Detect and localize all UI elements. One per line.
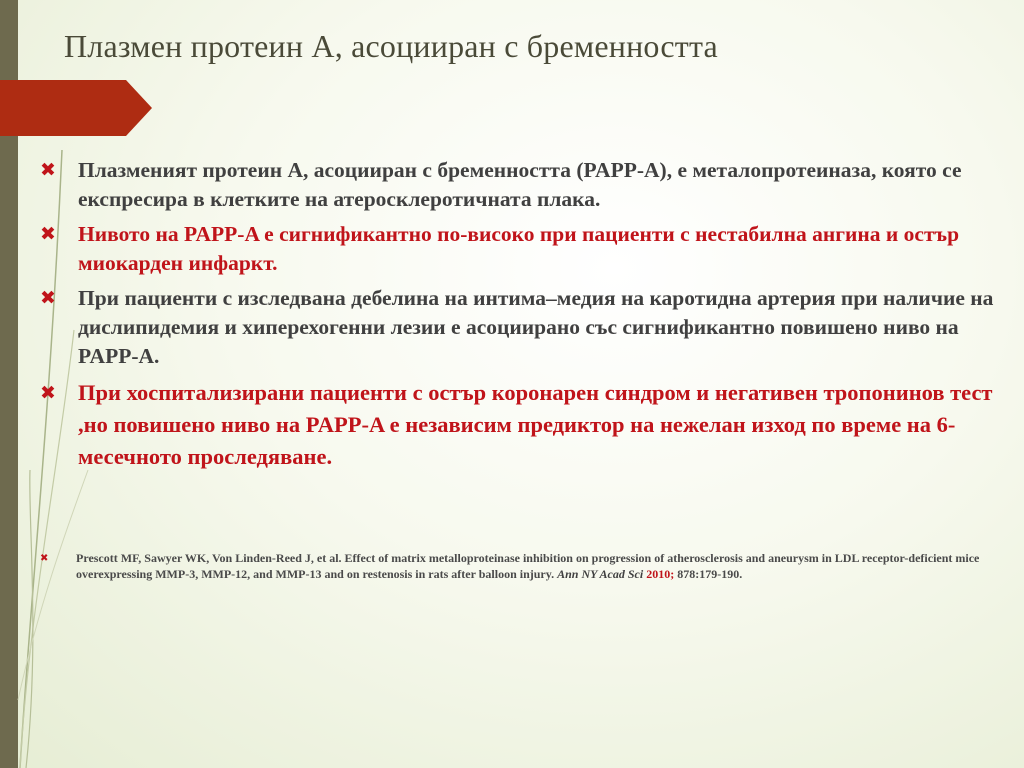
bullet-text: Нивото на PAPP-A е сигнификантно по-високо при пациенти с нестабилна ангина и остър миокарден инфаркт. (78, 222, 960, 275)
title-arrow-banner (0, 80, 160, 136)
x-mark-icon: ✖ (40, 287, 56, 309)
slide-title: Плазмен протеин А, асоцииран с бременността (64, 28, 718, 64)
bullet-text: Плазменият протеин А, асоцииран с бременността (PAPP-A), е металопротеиназа, която се експресира в клетките на атеросклеротичната плака. (78, 158, 962, 211)
bullet-item-acs-predictor (40, 377, 1000, 473)
bullet-item-papp-a-definition (40, 156, 1000, 214)
x-mark-icon: ✖ (40, 382, 56, 404)
x-mark-icon: ✖ (40, 553, 49, 564)
x-mark-icon: ✖ (40, 223, 56, 245)
reference-pages: 878:179-190. (674, 567, 743, 581)
bullet-item-papp-a-levels (40, 220, 1000, 278)
reference-journal: Ann NY Acad Sci (557, 567, 644, 581)
x-mark-icon: ✖ (40, 159, 56, 181)
bullet-text: При пациенти с изследвана дебелина на интима–медия на каротидна артерия при наличие на дислипидемия и хиперехогенни лезии е асоциирано със сигнификантно повишено ниво на PAPP-A. (78, 286, 994, 368)
reference-year: 2010; (643, 567, 675, 581)
reference-citation (40, 550, 1024, 582)
bullet-item-intima-media (40, 284, 1000, 371)
bullet-text: При хоспитализирани пациенти с остър коронарен синдром и негативен тропонинов тест ,но повишено ниво на PAPP-A е независим предиктор на нежелан изход по време на 6-месечното проследяване. (78, 380, 993, 469)
bullet-list (40, 156, 1000, 479)
reference-main: Prescott MF, Sawyer WK, Von Linden-Reed J, et al. Effect of matrix metalloproteinase inhibition on progression of atherosclerosis and aneurysm in LDL receptor-deficient mice overexpressing MMP-3, MMP-12, and MMP-13 and on restenosis in rats after balloon injury. (76, 551, 980, 581)
